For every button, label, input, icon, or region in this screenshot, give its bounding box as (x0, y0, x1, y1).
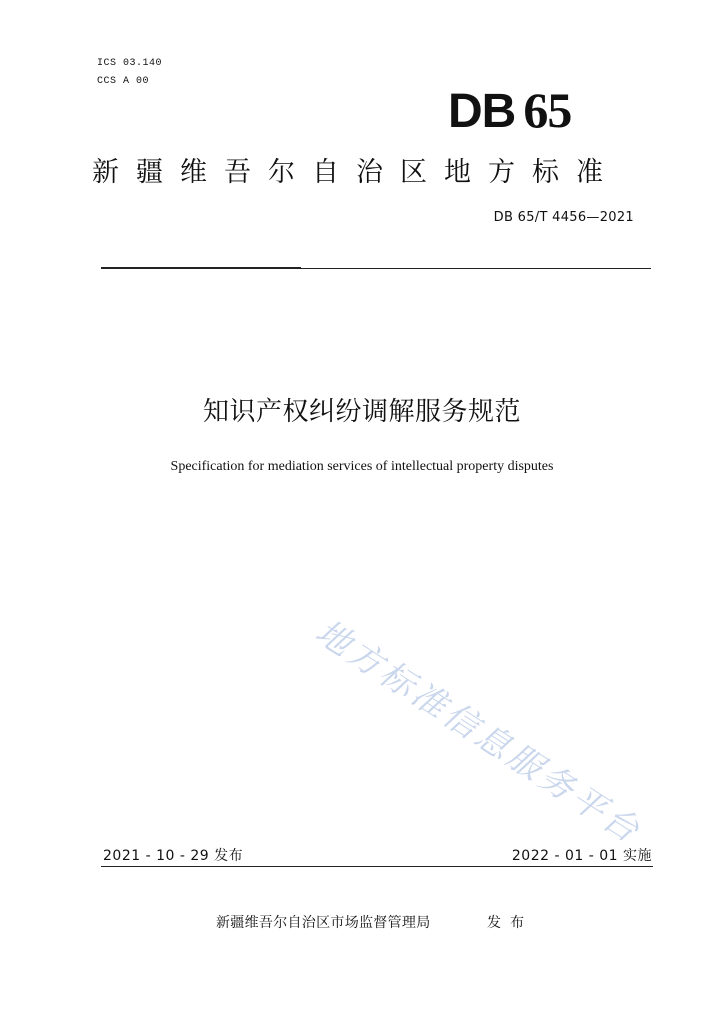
ics-code: ICS 03.140 (97, 58, 163, 69)
issue-label: 发布 (487, 915, 533, 931)
issue-date: 2021 - 10 - 29 发布 (103, 848, 244, 864)
db65-logo (448, 84, 571, 138)
logo-number: 65 (523, 82, 572, 138)
ccs-code: CCS A 00 (97, 76, 150, 87)
watermark-text: 地方标准信息服务平台 (308, 612, 649, 853)
document-title: 知识产权纠纷调解服务规范 (202, 397, 521, 427)
standard-number: DB 65/T 4456—2021 (493, 210, 634, 225)
document-title-english: Specification for mediation services of intellectual property disputes (170, 459, 554, 474)
logo-letters: DB (448, 85, 516, 138)
standard-type-heading: 新疆维吾尔自治区地方标准 (92, 157, 620, 188)
implementation-date: 2022 - 01 - 01 实施 (511, 848, 652, 864)
bottom-rule (101, 866, 653, 867)
top-rule (101, 268, 651, 269)
issuing-authority: 新疆维吾尔自治区市场监督管理局 (216, 915, 431, 931)
